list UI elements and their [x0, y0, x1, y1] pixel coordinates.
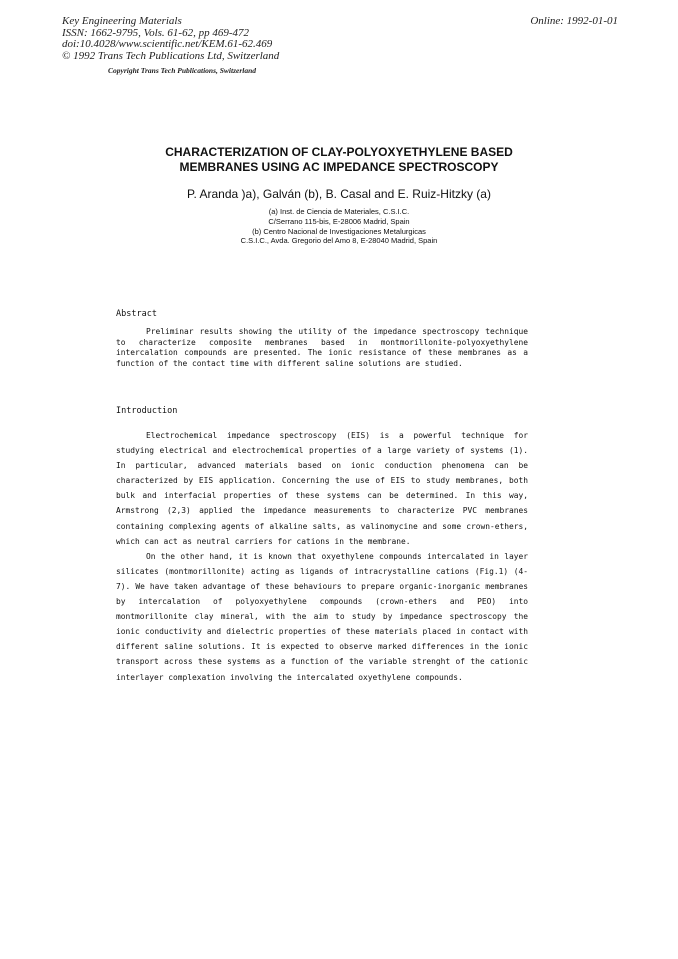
issn-line: ISSN: 1662-9795, Vols. 61-62, pp 469-472 [62, 26, 249, 39]
introduction-heading: Introduction [116, 406, 178, 416]
title-line-1: CHARACTERIZATION OF CLAY-POLYOXYETHYLENE BASED [165, 145, 513, 159]
affiliation-line: C.S.I.C., Avda. Gregorio del Amo 8, E-28040 Madrid, Spain [240, 236, 438, 246]
copyright-notice: Copyright Trans Tech Publications, Switzerland [108, 66, 257, 75]
introduction-body [116, 428, 528, 685]
introduction-paragraph-2: On the other hand, it is known that oxyethylene compounds intercalated in layer silicates (montmorillonite) acting as ligands of intracrystalline cations (Fig.1) (4-7). We have taken advantage of these behaviours to prepare organic-inorganic membranes by intercalation of polyoxyethylene compounds (crown-ethers and PEO) into montmorillonite clay mineral, with the aim to study by impedance spectroscopy the ionic conductivity and dielectric properties of these materials placed in contact with different saline solutions. It is expected to observe marked differences in the ionic transport across these systems as a function of the variable strenght of the cationic interlayer complexation involving the intercalated oxyethylene compounds. [116, 551, 528, 682]
author-list: P. Aranda )a), Galván (b), B. Casal and E. Ruiz-Hitzky (a) [187, 187, 491, 201]
abstract-text: Preliminar results showing the utility of the impedance spectroscopy technique to characterize composite membranes based in montmorillonite-polyoxyethylene intercalation compounds are presented. The ionic resistance of these membranes as a function of the contact time with different saline solutions are studied. [116, 327, 528, 368]
affiliation-line: C/Serrano 115-bis, E-28006 Madrid, Spain [268, 216, 410, 226]
journal-name: Key Engineering Materials [62, 15, 182, 27]
doi-line: doi:10.4028/www.scientific.net/KEM.61-62.469 [62, 38, 273, 50]
title-line-2: MEMBRANES USING AC IMPEDANCE SPECTROSCOPY [179, 160, 499, 174]
paper-title [100, 145, 578, 175]
affiliation-line: (b) Centro Nacional de Investigaciones Metalurgicas [252, 226, 426, 236]
publication-info [62, 16, 279, 62]
affiliations [100, 207, 578, 246]
copyright-line: © 1992 Trans Tech Publications Ltd, Switzerland [62, 49, 280, 62]
abstract-heading: Abstract [116, 309, 157, 319]
introduction-paragraph-1: Electrochemical impedance spectroscopy (EIS) is a powerful technique for studying electrical and electrochemical properties of a large variety of systems (1). In particular, advanced materials based on ionic conduction phenomena can be characterized by EIS application. Concerning the use of EIS to study membranes, both bulk and interfacial properties of these systems can be determined. In this way, Armstrong (2,3) applied the impedance measurements to characterize PVC membranes containing complexing agents of alkaline salts, as valinomycine and some crown-ethers, which can act as neutral carriers for cations in the membrane. [116, 431, 528, 546]
affiliation-line: (a) Inst. de Ciencia de Materiales, C.S.I.C. [268, 207, 410, 216]
online-date: Online: 1992-01-01 [530, 15, 618, 27]
